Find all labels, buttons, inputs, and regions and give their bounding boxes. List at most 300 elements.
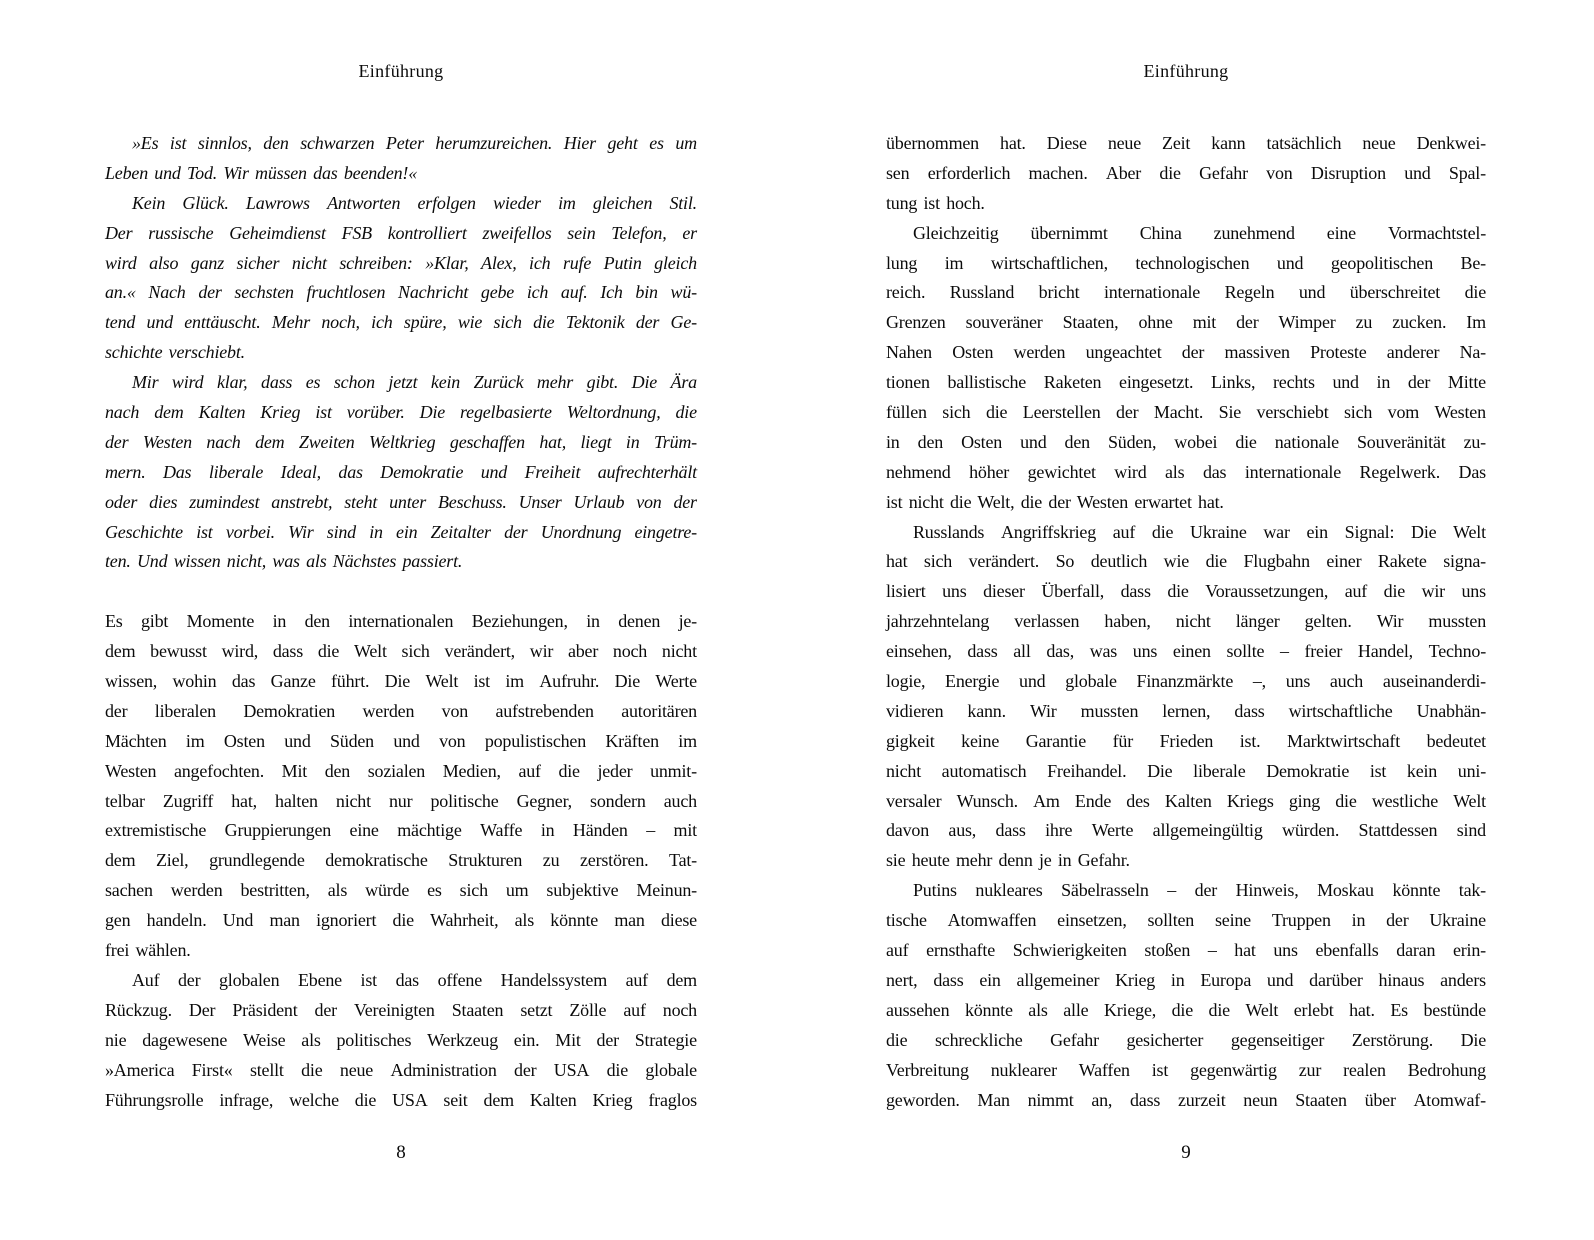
word: Staaten, [1062,312,1119,333]
word: alle [1063,999,1089,1020]
text-line [105,1026,697,1056]
word: subjektive [546,880,619,901]
word: von [1266,162,1293,183]
word: Freiheit [524,461,581,482]
word: geopolitischen [1330,252,1434,273]
word: die [1464,282,1486,303]
word: uns [1132,641,1158,662]
text-line [886,249,1486,279]
word: Europa [1200,969,1252,990]
word: zur [1298,1059,1322,1080]
word: allgemeingültig [1152,820,1263,841]
word: ebenfalls [1315,940,1379,961]
word: auch [663,790,697,811]
word: nehmend [886,461,951,482]
word: die [1171,999,1193,1020]
word: Führungsrolle [105,1089,204,1110]
word: jetzt [388,372,418,393]
word: gleichen [592,192,653,213]
word: anderer [1386,342,1440,363]
word: verschiebt [1256,402,1329,423]
word: aus, [948,820,977,841]
word: dass [272,641,304,662]
word: auf [623,999,646,1020]
word: sollte [1226,641,1265,662]
word: demokratische [325,850,428,871]
text-line [105,458,697,488]
word: auf [625,969,648,990]
word: die [1208,999,1230,1020]
word: liegt [580,431,612,452]
word: infrage, [219,1089,274,1110]
word: werden [170,880,223,901]
word: als [1165,461,1185,482]
word: ignoriert [316,910,377,931]
text-line [105,787,697,817]
word: nert, [886,969,918,990]
word: autoritären [621,700,697,721]
text-line [886,667,1486,697]
word: uns [1285,671,1311,692]
word: sich [401,641,430,662]
word: Handelssystem [500,969,607,990]
word: das [1202,461,1227,482]
word: fraglos [648,1089,697,1110]
word: keine [961,730,1000,751]
word: Ebene [297,969,342,990]
word: zurzeit [1177,1089,1226,1110]
word: Ich [600,282,623,303]
word: dem [483,1089,514,1110]
word: Welt [1245,999,1279,1020]
word: Urlaub [573,491,625,512]
word: Am [1033,790,1060,811]
word: lung [886,252,918,273]
word: Energie [945,671,1000,692]
word: automatisch [941,760,1027,781]
word: mussten [1080,700,1139,721]
word: Beziehungen, [471,611,568,632]
word: werden [362,700,415,721]
word: übernimmt [1030,222,1108,243]
word: Wir [288,521,314,542]
word: die [301,1059,323,1080]
word: freier [1304,641,1343,662]
word: Werte [1091,820,1134,841]
word: Tat- [669,850,697,871]
word: Techno- [1428,641,1486,662]
text-line [886,1026,1486,1056]
word: Freihandel. [1047,760,1127,781]
word: ging [1288,790,1321,811]
word: dass [933,969,964,990]
word: von [636,491,662,512]
word: sicher [236,252,280,273]
word: wieder [493,192,541,213]
word: Die [419,402,446,423]
word: Krieg [592,1089,633,1110]
word: Osten [961,431,1003,452]
word: überschreitet [1349,282,1441,303]
word: Zeit [1162,133,1191,153]
word: Momente [186,611,255,632]
word: werden [1013,342,1066,363]
text-line [886,816,1486,846]
word: Lawrows [245,192,310,213]
text-line [105,876,697,906]
word: von [441,700,469,721]
word: logie, [886,671,926,692]
word: kann. [967,700,1006,721]
word: Aufruhr. [539,671,600,692]
word: was [1089,641,1118,662]
word: wird [105,252,137,273]
word: Truppen [1271,910,1331,931]
text-line [886,398,1486,428]
word: von [439,730,466,751]
word: lisiert [886,581,926,602]
word: massiven [1224,342,1290,363]
word: würden. [1282,820,1340,841]
text-line [105,996,697,1026]
word: Demokratie [380,461,464,482]
word: Zeitalter [430,521,491,542]
word: den [324,760,351,781]
word: technologischen [1135,252,1250,273]
word: Welt [1453,790,1486,811]
word: Wimper [1278,312,1336,333]
word: Atomwaffen [947,910,1037,931]
page-number-right: 9 [1181,1142,1191,1163]
word: tionen [886,372,930,393]
word: das [231,671,256,692]
word: jeder [597,760,633,781]
word: wü- [670,282,697,303]
word: die [533,312,555,333]
word: ist [196,521,213,542]
word: auf [1112,521,1136,542]
text-line [886,607,1486,637]
word: kontrolliert [387,222,467,243]
word: wird, [221,641,259,662]
text-line [105,129,697,159]
word: populistischen [484,730,587,751]
text-line [105,727,697,757]
word: Wir [1029,700,1057,721]
word: der [514,1059,537,1080]
word: verändert, [444,641,515,662]
word: offene [437,969,483,990]
word: sich [459,880,488,901]
word: Auf [132,969,160,990]
word: globalen [218,969,280,990]
word: ist [360,969,377,990]
word: es [649,133,664,153]
word: dem [666,969,697,990]
word: Wahrheit, [430,910,499,931]
word: Alex, [481,252,517,273]
word: zunehmend [1213,222,1295,243]
word: Ära [670,372,697,393]
word: bricht [1038,282,1080,303]
word: könnte [964,999,1013,1020]
word: und [1404,162,1431,183]
word: und [146,312,173,333]
word: einsehen, [886,641,952,662]
word: und [480,461,508,482]
word: Voraussetzungen, [1205,581,1329,602]
word: nicht [335,790,371,811]
word: gebe [480,282,515,303]
word: Kalten [1164,790,1212,811]
word: mehr [536,372,574,393]
word: schreckliche [934,1029,1023,1050]
word: sein [567,222,596,243]
word: Es [105,611,123,632]
text-line: ten. Und wissen nicht, was als Nächstes passiert. [105,551,463,572]
word: – [1279,641,1289,662]
word: Gefahr [1050,1029,1099,1050]
word: schreiben: [339,252,413,273]
word: Demokratien [243,700,336,721]
word: in [625,431,640,452]
word: westliche [1371,790,1438,811]
word: Na- [1459,342,1486,363]
word: dem [105,850,136,871]
word: Finanzmärkte [1136,671,1234,692]
word: einsetzen, [1057,910,1127,931]
word: unmit- [650,760,697,781]
running-header-right: Einführung [1143,61,1229,81]
word: der [314,999,337,1020]
word: Gegner, [516,790,572,811]
word: internationale [1244,461,1342,482]
word: ich [526,282,549,303]
word: ernsthafte [926,940,996,961]
word: führt. [331,671,370,692]
word: uns [1273,940,1298,961]
word: könnte [550,910,599,931]
word: eine [1326,222,1356,243]
word: Osten [223,730,265,751]
word: nicht [661,641,697,662]
word: der [504,521,528,542]
text-line [105,906,697,936]
word: eingesetzt. [1119,372,1194,393]
word: Geheimdienst [229,222,326,243]
word: das, [1046,641,1075,662]
word: im [944,252,964,273]
word: ganz [190,252,225,273]
word: uni- [1457,760,1486,781]
text-line [886,338,1486,368]
word: die [1335,790,1357,811]
word: vorbei. [225,521,275,542]
word: der [1194,880,1218,901]
word: allgemeiner [1016,969,1100,990]
word: bin [635,282,658,303]
word: ihre [1045,820,1073,841]
word: darüber [1309,969,1363,990]
word: »Es [132,133,159,153]
word: Beschuss. [438,491,507,512]
word: sinnlos, [197,133,252,153]
text-line [886,129,1486,159]
word: geworden. [886,1089,960,1110]
word: kein [430,372,461,393]
word: um [675,133,697,153]
word: dass [1120,581,1151,602]
word: ein [979,969,1001,990]
word: internationalen [348,611,454,632]
word: Gefahr [1199,162,1248,183]
word: verlassen [1014,611,1080,632]
word: rechts [1272,372,1315,393]
word: Mächten [105,730,167,751]
text-line: ist nicht die Welt, die der Westen erwartet hat. [886,491,1224,512]
word: Das [1458,461,1486,482]
word: Bedrohung [1407,1059,1486,1080]
word: versaler [886,790,942,811]
word: Zölle [569,999,607,1020]
word: welche [289,1089,339,1110]
word: mit [1192,312,1217,333]
word: Strukturen [448,850,523,871]
word: Der [188,999,216,1020]
word: Telefon, [611,222,667,243]
word: ist. [1239,730,1261,751]
text-line [105,219,697,249]
word: liberalen [154,700,216,721]
word: nicht [1175,611,1211,632]
word: Tektonik [565,312,625,333]
word: realen [1343,1059,1386,1080]
word: globale [645,1059,697,1080]
word: zu- [1463,431,1486,452]
word: mern. [105,461,146,482]
word: neue [339,1059,374,1080]
word: Krieg [260,402,301,423]
word: unter [389,491,427,512]
word: tische [886,910,927,931]
text-block-left [105,129,697,1115]
word: Denkwei- [1416,133,1486,153]
word: all [1013,641,1031,662]
word: aussehen [886,999,950,1020]
word: herumzureichen. [435,133,553,153]
word: würde [365,880,410,901]
word: in [1170,969,1185,990]
text-line [886,577,1486,607]
text-line [105,368,697,398]
word: dass [1234,700,1265,721]
text-line [886,906,1486,936]
word: – [1207,940,1217,961]
word: Süden, [1107,431,1157,452]
word: hat. [1349,999,1375,1020]
word: seit [443,1089,468,1110]
word: – [646,820,656,841]
word: zucken. [1392,312,1447,333]
word: Glück. [182,192,229,213]
word: die [317,641,340,662]
word: Vormachtstel- [1387,222,1486,243]
word: einen [1172,641,1211,662]
word: dieser [983,581,1025,602]
word: ich [371,312,393,333]
word: nur [389,790,413,811]
word: Welt [1453,521,1486,542]
word: nie [105,1029,127,1050]
word: sind [326,521,356,542]
word: die [392,910,414,931]
word: Und [222,910,254,931]
text-line [105,846,697,876]
word: extremistische [105,820,207,841]
word: »Klar, [425,252,469,273]
word: die [675,402,697,423]
word: Der [105,222,133,243]
word: Werte [655,671,697,692]
word: über [1364,1089,1396,1110]
word: des [1126,790,1150,811]
word: Putins [913,880,957,901]
word: vorüber. [346,402,405,423]
word: der [1181,342,1205,363]
word: man [269,910,300,931]
word: noch [612,641,648,662]
word: sich [942,402,971,423]
text-block-right [886,129,1486,1115]
text-line [105,398,697,428]
word: nicht [886,760,921,781]
word: Mir [132,372,159,393]
word: gesicherter [1126,1029,1204,1050]
word: nationale [1274,431,1339,452]
word: den [1064,431,1090,452]
word: für [1112,730,1134,751]
word: gewichtet [1027,461,1096,482]
word: bewusst [150,641,207,662]
word: Hier [563,133,596,153]
word: nukleares [975,880,1043,901]
blank-line [105,577,697,607]
word: Medien, [442,760,501,781]
word: Kalten [529,1089,577,1110]
word: die [558,760,580,781]
word: Mit [555,1029,581,1050]
word: Staaten [1295,1089,1347,1110]
word: dem [154,402,184,423]
word: dagewesene [142,1029,228,1050]
text-line: Leben und Tod. Wir müssen das beenden!« [105,162,418,183]
word: gleich [654,252,697,273]
word: jahrzehntelang [886,611,990,632]
text-line [886,787,1486,817]
word: wird [1114,461,1147,482]
word: USA [553,1059,590,1080]
word: Welt [354,641,387,662]
word: die [1235,431,1257,452]
word: Russlands [913,521,985,542]
word: den [263,133,289,153]
word: wissen, [105,671,158,692]
word: er [682,222,697,243]
word: der [1386,910,1409,931]
word: gigkeit [886,730,935,751]
word: sich [923,551,953,572]
word: im [558,192,576,213]
